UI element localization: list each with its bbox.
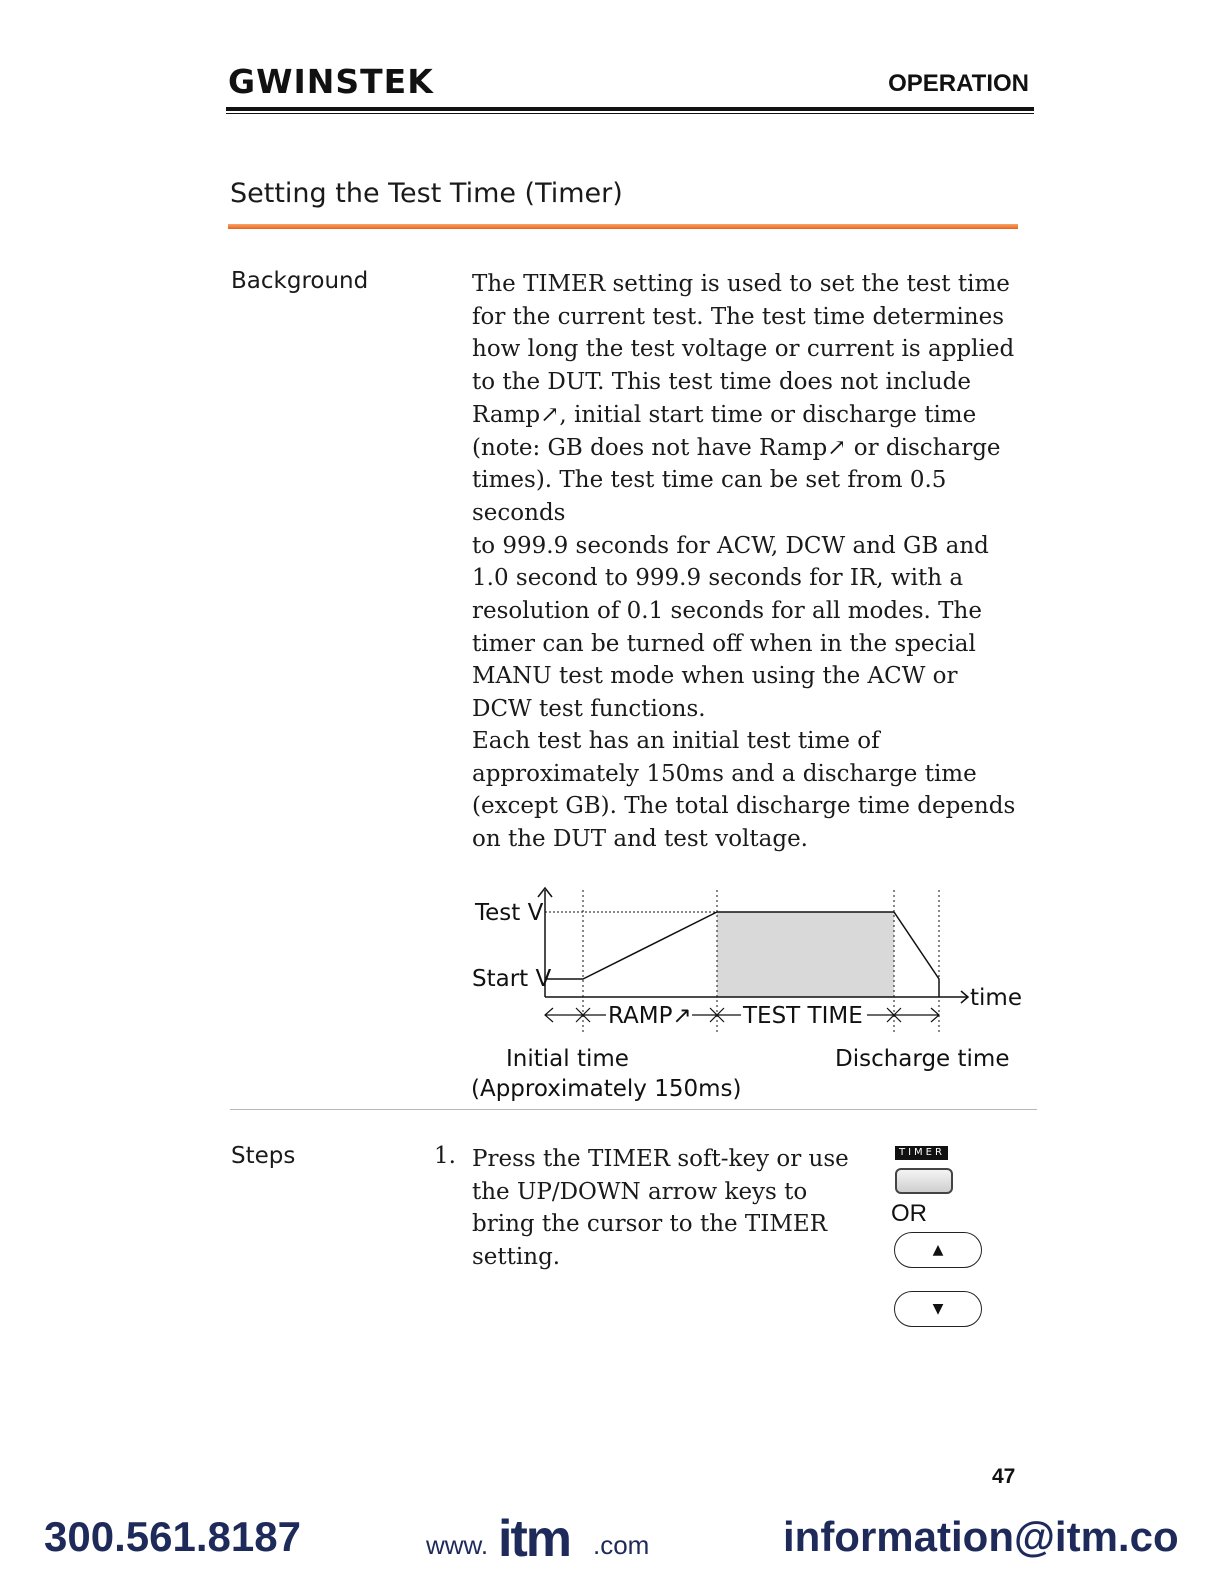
up-arrow-key[interactable] — [894, 1232, 982, 1268]
header-rule-thin — [226, 113, 1034, 114]
step-text: Press the TIMER soft-key or use the UP/DOWN arrow keys to bring the cursor to the TIMER setting. — [472, 1146, 849, 1271]
down-arrow-key[interactable] — [894, 1291, 982, 1327]
start-v-label: Start V — [472, 966, 552, 992]
timer-key-label: TIMER — [895, 1146, 948, 1160]
time-label: time — [970, 985, 1022, 1011]
discharge-time-label: Discharge time — [835, 1046, 1010, 1072]
header-rule — [226, 107, 1034, 111]
initial-time-note: (Approximately 150ms) — [471, 1076, 742, 1102]
itm-logo: itm — [498, 1510, 570, 1568]
background-paragraph-2: Each test has an initial test time of approximately 150ms and a discharge time (except GB). The total discharge time depends on the DUT and test voltage. — [472, 728, 1016, 853]
test-time-shade — [717, 912, 894, 997]
test-v-label: Test V — [475, 900, 544, 926]
background-label: Background — [231, 268, 369, 294]
background-paragraph-1: The TIMER setting is used to set the test time for the current test. The test time determines how long the test voltage or current is applied to the DUT. This test time does not include Ramp↗, initial start time or discharge time (note: GB does not have Ramp↗ or discharge times). The test time can be set from 0.5 seconds to 999.9 seconds for ACW, DCW and GB and 1.0 second to 999.9 seconds for IR, with a resolution of 0.1 seconds for all modes. The timer can be turned off when in the special MANU test mode when using the ACW or DCW test functions. — [472, 271, 1015, 723]
up-arrow-icon: ▲ — [932, 1242, 944, 1258]
timer-soft-key[interactable] — [895, 1168, 953, 1194]
gwinstek-logo: GWINSTEK — [228, 62, 434, 101]
step-number: 1. — [434, 1143, 456, 1169]
down-arrow-icon: ▼ — [932, 1301, 944, 1317]
footer-com: .com — [593, 1530, 650, 1560]
footer-phone: 300.561.8187 — [44, 1513, 301, 1560]
ramp-label: RAMP↗ — [608, 1003, 692, 1029]
section-divider — [230, 1109, 1037, 1110]
page-title: Setting the Test Time (Timer) — [230, 178, 623, 209]
initial-time-label: Initial time — [506, 1046, 629, 1072]
timing-diagram — [460, 880, 1040, 1110]
or-label: OR — [891, 1200, 927, 1227]
page-number: 47 — [992, 1465, 1016, 1488]
title-underline — [228, 224, 1018, 229]
test-time-label: TEST TIME — [743, 1003, 863, 1029]
section-heading: OPERATION — [888, 70, 1029, 97]
footer-email: information@itm.co — [783, 1513, 1179, 1560]
footer-www: www. — [426, 1530, 489, 1560]
steps-label: Steps — [231, 1143, 296, 1169]
